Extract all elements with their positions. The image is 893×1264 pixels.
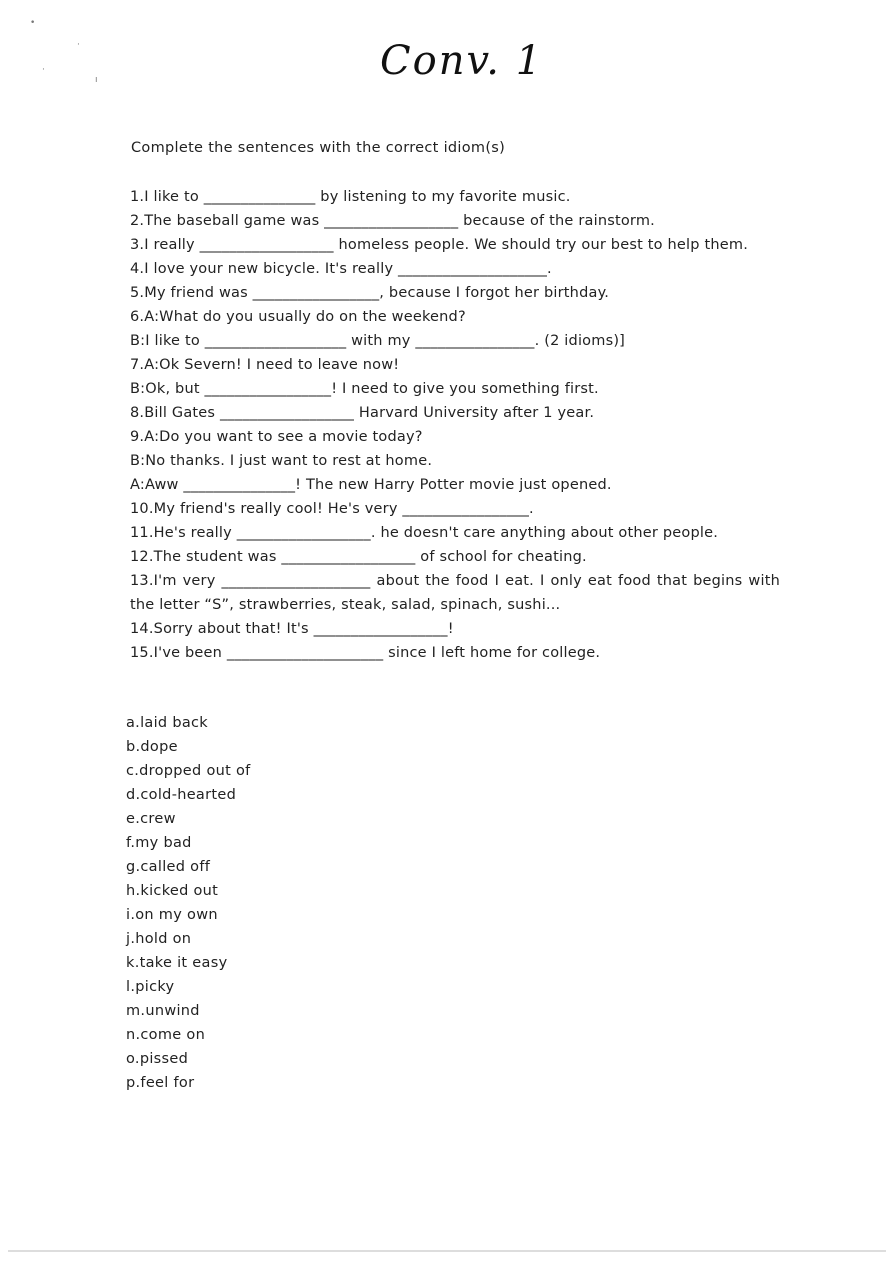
answer-option: j.hold on	[126, 931, 192, 947]
sentence-line: B:No thanks. I just want to rest at home.	[130, 453, 433, 469]
instructions: Complete the sentences with the correct idiom(s)	[131, 140, 506, 156]
sentence-line: 8.Bill Gates __________________ Harvard University after 1 year.	[130, 405, 595, 421]
answer-option: b.dope	[126, 739, 178, 755]
sentence-line: 14.Sorry about that! It's __________________!	[130, 621, 454, 637]
scan-speck: •	[30, 18, 36, 28]
sentence-line: 3.I really __________________ homeless people. We should try our best to help them.	[130, 237, 749, 253]
answer-option: e.crew	[126, 811, 176, 827]
scan-speck: ·	[77, 40, 80, 50]
sentence-line: 5.My friend was _________________, because I forgot her birthday.	[130, 285, 610, 301]
sentence-line: 11.He's really __________________. he doesn't care anything about other people.	[130, 525, 719, 541]
answer-option: n.come on	[126, 1027, 206, 1043]
sentence-line: 1.I like to _______________ by listening to my favorite music.	[130, 189, 571, 205]
answer-option: h.kicked out	[126, 883, 219, 899]
answer-option: l.picky	[126, 979, 175, 995]
answer-option: o.pissed	[126, 1051, 189, 1067]
answer-option: i.on my own	[126, 907, 218, 923]
answer-option: p.feel for	[126, 1075, 195, 1091]
scan-edge-line	[8, 1250, 886, 1252]
answer-option: g.called off	[126, 859, 211, 875]
sentence-line: B:I like to ___________________ with my ________________. (2 idioms)]	[130, 333, 626, 349]
sentence-line: 2.The baseball game was __________________ because of the rainstorm.	[130, 213, 655, 229]
sentence-line: 10.My friend's really cool! He's very _________________.	[130, 501, 534, 517]
answer-option: c.dropped out of	[126, 763, 251, 779]
sentence-line: 13.I'm very ____________________ about the food I eat. I only eat food that begins with the letter “S”, strawberries, steak, salad, spinach, sushi...	[130, 573, 780, 613]
sentence-line: A:Aww _______________! The new Harry Potter movie just opened.	[130, 477, 612, 493]
answer-option: m.unwind	[126, 1003, 200, 1019]
scan-speck: ı	[95, 75, 98, 85]
answer-list	[126, 711, 251, 1095]
answer-option: f.my bad	[126, 835, 192, 851]
scan-speck: ·	[42, 65, 45, 75]
page-title: Conv. 1	[380, 38, 544, 84]
answer-option: d.cold-hearted	[126, 787, 237, 803]
sentence-line: B:Ok, but _________________! I need to give you something first.	[130, 381, 599, 397]
answer-option: k.take it easy	[126, 955, 228, 971]
sentence-line: 15.I've been _____________________ since I left home for college.	[130, 645, 601, 661]
answer-option: a.laid back	[126, 715, 209, 731]
sentence-line: 7.A:Ok Severn! I need to leave now!	[130, 357, 400, 373]
sentence-line: 9.A:Do you want to see a movie today?	[130, 429, 423, 445]
sentence-line: 6.A:What do you usually do on the weekend?	[130, 309, 466, 325]
sentence-line: 12.The student was __________________ of school for cheating.	[130, 549, 587, 565]
sentence-line: 4.I love your new bicycle. It's really ____________________.	[130, 261, 552, 277]
sentence-list	[130, 185, 780, 665]
